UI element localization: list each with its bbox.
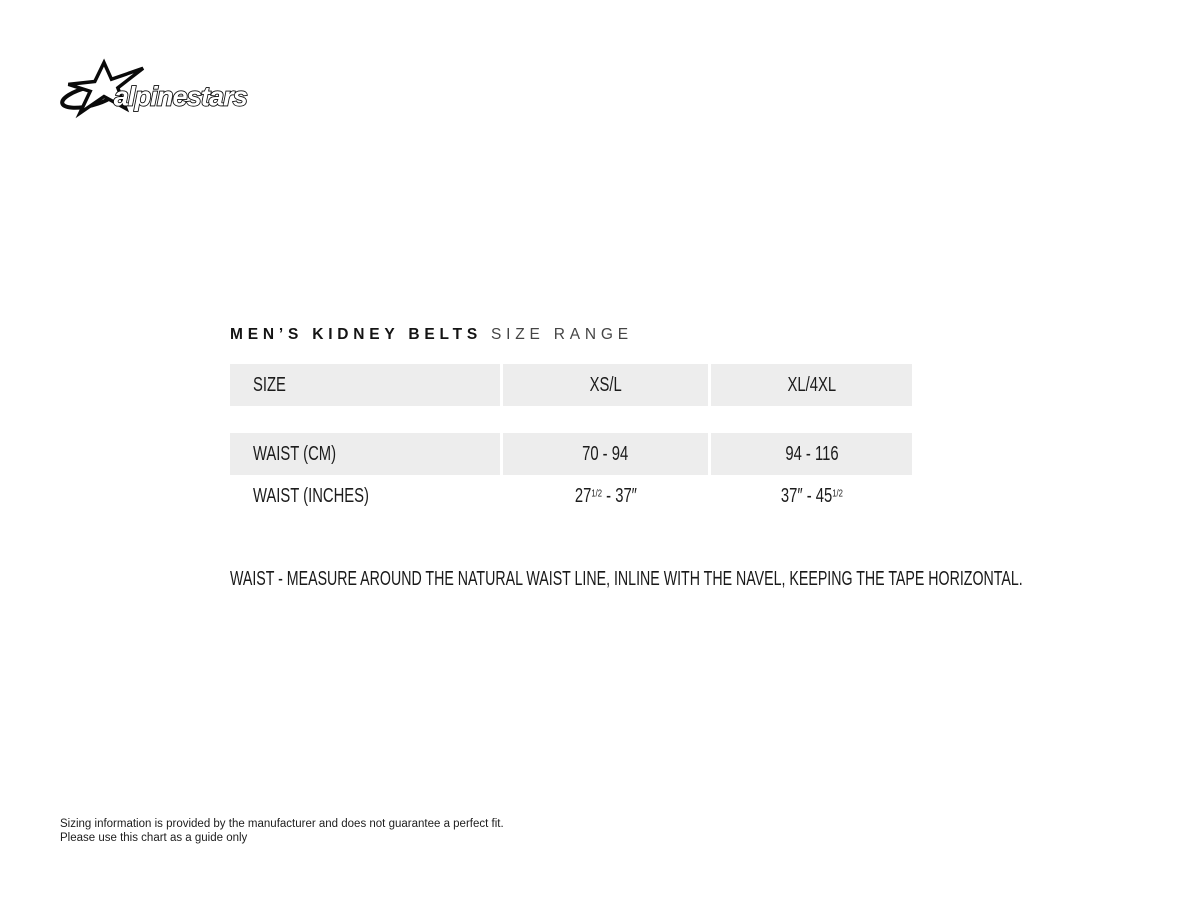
disclaimer-line-2: Please use this chart as a guide only [60, 832, 248, 844]
table-header-row [230, 364, 912, 406]
header-label: SIZE [253, 373, 286, 396]
alpinestars-wordmark: alpinestars [113, 81, 247, 112]
size-value: 70 - 94 [582, 442, 629, 465]
value-cell [503, 475, 708, 518]
measurement-note-text: WAIST - MEASURE AROUND THE NATURAL WAIST LINE, INLINE WITH THE NAVEL, KEEPING THE TAPE HORIZONTAL. [230, 568, 1023, 590]
value-cell [711, 475, 912, 518]
row-label: WAIST (CM) [253, 442, 337, 465]
alpinestars-logo [58, 58, 265, 120]
measurement-note [230, 568, 1200, 591]
disclaimer-line-1: Sizing information is provided by the manufacturer and does not guarantee a perfect fit. [60, 818, 504, 830]
header-label: XS/L [589, 373, 622, 396]
page-title [230, 326, 633, 344]
size-value: 94 - 116 [784, 442, 839, 465]
header-cell-size [230, 364, 500, 406]
row-label-cell [230, 433, 500, 475]
size-table [230, 364, 912, 518]
table-row-waist-inches [230, 475, 912, 518]
page-title-main: MEN’S KIDNEY BELTS [230, 326, 483, 343]
size-value: $37'' - 45^{1/2}$ [780, 485, 843, 507]
value-cell [503, 433, 708, 475]
disclaimer [60, 817, 504, 845]
header-label: XL/4XL [787, 373, 836, 396]
header-cell-xsl [503, 364, 708, 406]
table-row-waist-cm [230, 433, 912, 475]
header-cell-xl4xl [711, 364, 912, 406]
size-value: $27^{1/2} - 37''$ [574, 485, 637, 507]
row-label-cell [230, 475, 500, 518]
page-title-sub: SIZE RANGE [491, 326, 633, 343]
row-label: WAIST (INCHES) [253, 485, 369, 507]
value-cell [711, 433, 912, 475]
